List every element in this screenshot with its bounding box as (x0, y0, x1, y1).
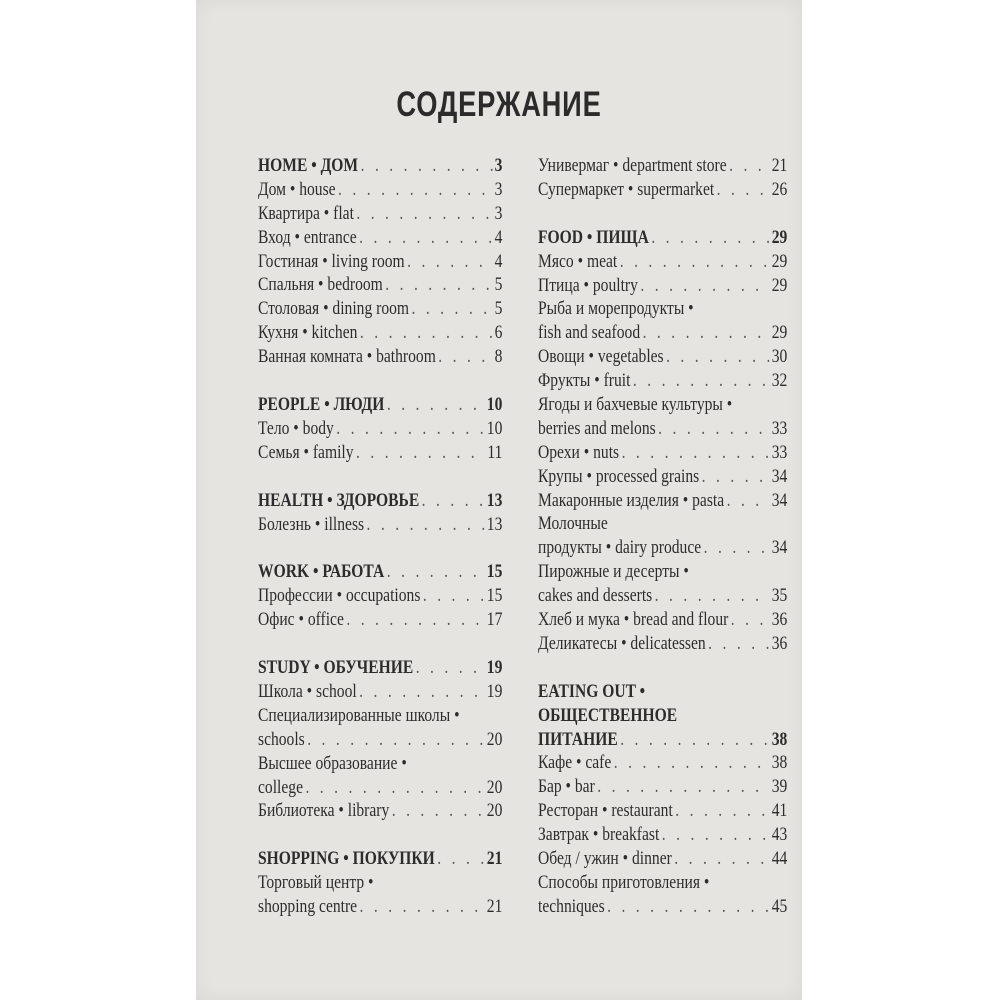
toc-entry[interactable]: Профессии • occupations . . . 15 (258, 584, 502, 608)
toc-entry[interactable]: Болезнь • illness . . . 13 (258, 513, 502, 537)
toc-entry[interactable]: Семья • family . . . 11 (258, 441, 502, 465)
toc-heading-home[interactable]: HOME • ДОМ . . . 3 (258, 154, 502, 178)
toc-entry[interactable]: Кухня • kitchen . . . 6 (258, 321, 502, 345)
toc-entry[interactable]: berries and melons . . . 33 (538, 417, 787, 441)
toc-heading-eating-out[interactable]: ПИТАНИЕ . . . 38 (538, 728, 787, 752)
toc-entry[interactable]: Орехи • nuts . . . 33 (538, 441, 787, 465)
toc-entry[interactable]: Вход • entrance . . . 4 (258, 226, 502, 250)
toc-entry-line: Молочные (538, 513, 608, 535)
toc-entry-line: Ягоды и бахчевые культуры • (538, 394, 733, 416)
toc-heading-work[interactable]: WORK • РАБОТА . . . 15 (258, 560, 502, 584)
toc-entry[interactable]: Супермаркет • supermarket . . . 26 (538, 178, 787, 202)
toc-entry[interactable]: Кафе • cafe . . . 38 (538, 751, 787, 775)
toc-entry-line: Рыба и морепродукты • (538, 298, 694, 320)
toc-entry[interactable]: Бар • bar . . . 39 (538, 775, 787, 799)
toc-entry[interactable]: Дом • house . . . 3 (258, 178, 502, 202)
book-page (196, 0, 802, 1000)
toc-entry[interactable]: Хлеб и мука • bread and flour . . . 36 (538, 608, 787, 632)
toc-heading-eating-out-line: ОБЩЕСТВЕННОЕ (538, 704, 678, 726)
toc-right-column (538, 154, 787, 919)
toc-entry[interactable]: schools . . . 20 (258, 728, 502, 752)
toc-entry[interactable]: Макаронные изделия • pasta . . . 34 (538, 489, 787, 513)
toc-entry[interactable]: Ванная комната • bathroom . . . 8 (258, 345, 502, 369)
toc-left-column (258, 154, 502, 919)
toc-entry[interactable]: Столовая • dining room . . . 5 (258, 297, 502, 321)
toc-entry-line: Способы приготовления • (538, 871, 710, 893)
toc-entry[interactable]: Птица • poultry . . . 29 (538, 274, 787, 298)
toc-entry[interactable]: Деликатесы • delicatessen . . . 36 (538, 632, 787, 656)
toc-entry[interactable]: college . . . 20 (258, 776, 502, 800)
toc-heading-eating-out-line: EATING OUT • (538, 680, 646, 702)
toc-entry[interactable]: Мясо • meat . . . 29 (538, 250, 787, 274)
toc-entry[interactable]: Библиотека • library . . . 20 (258, 799, 502, 823)
toc-entry[interactable]: Тело • body . . . 10 (258, 417, 502, 441)
page-title: СОДЕРЖАНИЕ (396, 85, 602, 124)
toc-entry[interactable]: Универмаг • department store . . . 21 (538, 154, 787, 178)
toc-heading-shopping[interactable]: SHOPPING • ПОКУПКИ . . . 21 (258, 847, 502, 871)
toc-entry[interactable]: fish and seafood . . . 29 (538, 321, 787, 345)
toc-heading-people[interactable]: PEOPLE • ЛЮДИ . . . 10 (258, 393, 502, 417)
toc-entry-line: Пирожные и десерты • (538, 561, 689, 583)
toc-heading-study[interactable]: STUDY • ОБУЧЕНИЕ . . . 19 (258, 656, 502, 680)
toc-entry[interactable]: Ресторан • restaurant . . . 41 (538, 799, 787, 823)
toc-entry[interactable]: продукты • dairy produce . . . 34 (538, 536, 787, 560)
toc-entry[interactable]: techniques . . . 45 (538, 895, 787, 919)
toc-entry[interactable]: Спальня • bedroom . . . 5 (258, 273, 502, 297)
toc-entry[interactable]: Школа • school . . . 19 (258, 680, 502, 704)
toc-entry[interactable]: Гостиная • living room . . . 4 (258, 250, 502, 274)
toc-entry[interactable]: Квартира • flat . . . 3 (258, 202, 502, 226)
toc-heading-food[interactable]: FOOD • ПИЩА . . . 29 (538, 226, 787, 250)
toc-heading-health[interactable]: HEALTH • ЗДОРОВЬЕ . . . 13 (258, 489, 502, 513)
toc-entry[interactable]: Фрукты • fruit . . . 32 (538, 369, 787, 393)
toc-entry-line: Специализированные школы • (258, 704, 460, 726)
toc-entry-line: Высшее образование • (258, 752, 407, 774)
toc-entry[interactable]: Обед / ужин • dinner . . . 44 (538, 847, 787, 871)
toc-entry[interactable]: cakes and desserts . . . 35 (538, 584, 787, 608)
toc-entry[interactable]: shopping centre . . . 21 (258, 895, 502, 919)
toc-entry[interactable]: Завтрак • breakfast . . . 43 (538, 823, 787, 847)
toc-entry[interactable]: Овощи • vegetables . . . 30 (538, 345, 787, 369)
toc-entry[interactable]: Крупы • processed grains . . . 34 (538, 465, 787, 489)
toc-entry-line: Торговый центр • (258, 872, 374, 894)
toc-entry[interactable]: Офис • office . . . 17 (258, 608, 502, 632)
